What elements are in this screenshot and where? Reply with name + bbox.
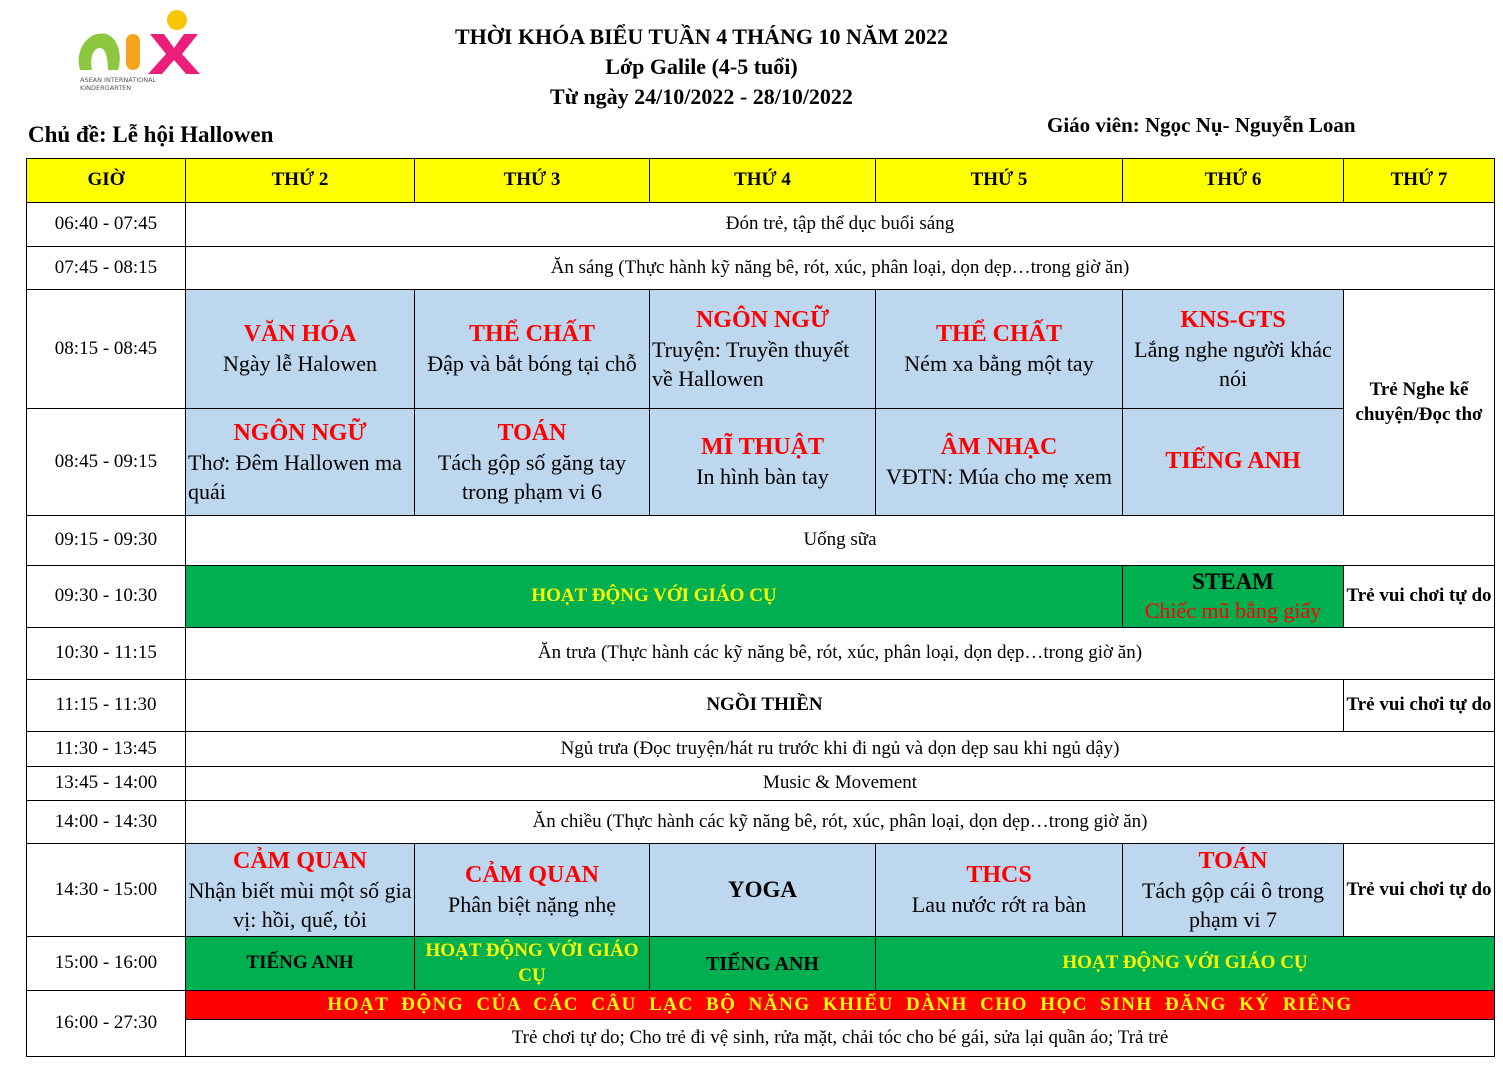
- lesson-cell: [650, 409, 876, 516]
- subject-label: ÂM NHẠC: [940, 434, 1058, 461]
- lesson-cell: [1123, 566, 1344, 628]
- table-row: [27, 628, 1495, 680]
- subject-label: MĨ THUẬT: [701, 434, 824, 461]
- date-range: Từ ngày 24/10/2022 - 28/10/2022: [550, 84, 853, 109]
- col-header-fri: THỨ 6: [1123, 159, 1344, 203]
- subject-label: THỂ CHẤT: [935, 321, 1063, 348]
- subject-label: YOGA: [728, 877, 797, 903]
- lesson-detail: Tách gộp số găng tay trong phạm vi 6: [437, 450, 627, 504]
- activity-cell: Ngủ trưa (Đọc truyện/hát ru trước khi đi ngủ và dọn dẹp sau khi ngủ dậy): [186, 732, 1495, 767]
- table-row: [27, 767, 1495, 801]
- schedule-title: THỜI KHÓA BIỂU TUẦN 4 THÁNG 10 NĂM 2022: [454, 24, 949, 49]
- col-header-wed: THỨ 4: [650, 159, 876, 203]
- lesson-cell: [186, 290, 415, 409]
- activity-cell: Ăn trưa (Thực hành các kỹ năng bê, rót, xúc, phân loại, dọn dẹp…trong giờ ăn): [186, 628, 1495, 680]
- time-cell: 16:00 - 27:30: [27, 991, 186, 1057]
- lesson-detail: Truyện: Truyền thuyết về Hallowen: [652, 337, 850, 391]
- header-row: [27, 159, 1495, 203]
- table-row: [27, 409, 1495, 516]
- lesson-cell: [876, 409, 1123, 516]
- activity-cell: TIẾNG ANH: [186, 937, 415, 991]
- time-cell: 08:45 - 09:15: [27, 409, 186, 516]
- lesson-cell: [876, 290, 1123, 409]
- lesson-detail: Ném xa bằng một tay: [904, 351, 1094, 377]
- svg-text:ASEAN INTERNATIONAL: ASEAN INTERNATIONAL: [80, 76, 157, 84]
- lesson-detail: Nhận biết mùi một số gia vị: hồi, quế, tỏi: [188, 878, 412, 932]
- lesson-cell: [650, 290, 876, 409]
- col-header-thu: THỨ 5: [876, 159, 1123, 203]
- time-cell: 06:40 - 07:45: [27, 203, 186, 247]
- lesson-cell: [876, 844, 1123, 937]
- activity-cell: NGỒI THIỀN: [186, 680, 1344, 732]
- subject-label: THCS: [966, 862, 1032, 889]
- teacher-label: Giáo viên: Ngọc Nụ- Nguyễn Loan: [1047, 113, 1356, 137]
- saturday-activity-cell: Trẻ vui chơi tự do: [1344, 680, 1495, 732]
- subject-label: THỂ CHẤT: [468, 321, 596, 348]
- subject-label: STEAM: [1192, 569, 1274, 595]
- lesson-detail: Thơ: Đêm Hallowen ma quái: [188, 450, 402, 504]
- table-row: [27, 566, 1495, 628]
- lesson-detail: Ngày lễ Halowen: [223, 351, 377, 377]
- lesson-detail: VĐTN: Múa cho mẹ xem: [885, 464, 1113, 490]
- time-cell: 09:30 - 10:30: [27, 566, 186, 628]
- lesson-cell: [1123, 290, 1344, 409]
- col-header-tue: THỨ 3: [415, 159, 650, 203]
- col-header-mon: THỨ 2: [186, 159, 415, 203]
- time-cell: 11:15 - 11:30: [27, 680, 186, 732]
- time-cell: 10:30 - 11:15: [27, 628, 186, 680]
- lesson-detail: Tách gộp cái ô trong phạm vi 7: [1141, 878, 1325, 932]
- activity-cell: Music & Movement: [186, 767, 1495, 801]
- svg-text:KINDERGARTEN: KINDERGARTEN: [80, 84, 132, 92]
- lesson-detail: Chiếc mũ bằng giấy: [1144, 598, 1322, 624]
- subject-label: TOÁN: [1198, 847, 1268, 874]
- lesson-cell: [1123, 409, 1344, 516]
- time-cell: 07:45 - 08:15: [27, 247, 186, 290]
- time-cell: 15:00 - 16:00: [27, 937, 186, 991]
- activity-cell: Ăn sáng (Thực hành kỹ năng bê, rót, xúc, phân loại, dọn dẹp…trong giờ ăn): [186, 247, 1495, 290]
- subject-label: TOÁN: [497, 419, 567, 446]
- lesson-cell: [415, 844, 650, 937]
- lesson-detail: In hình bàn tay: [696, 464, 829, 490]
- table-row: [27, 203, 1495, 247]
- subject-label: CẢM QUAN: [233, 847, 367, 874]
- topic-label: Chủ đề: Lễ hội Hallowen: [28, 122, 274, 147]
- table-row: [27, 1020, 1495, 1057]
- subject-label: VĂN HÓA: [243, 321, 357, 348]
- subject-label: TIẾNG ANH: [1165, 448, 1301, 475]
- time-cell: 11:30 - 13:45: [27, 732, 186, 767]
- activity-cell: Uống sữa: [186, 516, 1495, 566]
- lesson-cell: [650, 844, 876, 937]
- subject-label: KNS-GTS: [1180, 306, 1286, 333]
- subject-label: NGÔN NGỮ: [695, 306, 830, 333]
- saturday-activity-cell: Trẻ vui chơi tự do: [1344, 566, 1495, 628]
- lesson-detail: Đập và bắt bóng tại chỗ: [427, 351, 637, 377]
- lesson-cell: [186, 844, 415, 937]
- activity-cell: HOẠT ĐỘNG VỚI GIÁO CỤ: [186, 566, 1123, 628]
- table-row: [27, 290, 1495, 409]
- lesson-cell: [415, 409, 650, 516]
- table-row: [27, 680, 1495, 732]
- table-row: [27, 732, 1495, 767]
- club-banner: HOẠT ĐỘNG CỦA CÁC CÂU LẠC BỘ NĂNG KHIẾU DÀNH CHO HỌC SINH ĐĂNG KÝ RIÊNG: [186, 991, 1495, 1020]
- saturday-activity-cell: Trẻ Nghe kể chuyện/Đọc thơ: [1344, 290, 1495, 516]
- activity-cell: Trẻ chơi tự do; Cho trẻ đi vệ sinh, rửa mặt, chải tóc cho bé gái, sửa lại quần áo; Trả trẻ: [186, 1020, 1495, 1057]
- class-name: Lớp Galile (4-5 tuổi): [605, 54, 798, 79]
- table-row: [27, 844, 1495, 937]
- table-row: [27, 247, 1495, 290]
- activity-cell: HOẠT ĐỘNG VỚI GIÁO CỤ: [876, 937, 1495, 991]
- activity-cell: TIẾNG ANH: [650, 937, 876, 991]
- subject-label: NGÔN NGỮ: [233, 419, 367, 446]
- lesson-detail: Phân biệt nặng nhẹ: [447, 892, 617, 918]
- time-cell: 08:15 - 08:45: [27, 290, 186, 409]
- col-header-time: GIỜ: [27, 159, 186, 203]
- lesson-detail: Lắng nghe người khác nói: [1134, 337, 1332, 391]
- time-cell: 14:00 - 14:30: [27, 801, 186, 844]
- timetable: [26, 158, 1495, 1057]
- table-row: [27, 991, 1495, 1020]
- activity-cell: Đón trẻ, tập thể dục buổi sáng: [186, 203, 1495, 247]
- time-cell: 13:45 - 14:00: [27, 767, 186, 801]
- table-row: [27, 516, 1495, 566]
- table-row: [27, 801, 1495, 844]
- subject-label: CẢM QUAN: [465, 862, 599, 889]
- time-cell: 09:15 - 09:30: [27, 516, 186, 566]
- activity-cell: HOẠT ĐỘNG VỚI GIÁO CỤ: [415, 937, 650, 991]
- lesson-detail: Lau nước rớt ra bàn: [911, 892, 1087, 918]
- col-header-sat: THỨ 7: [1344, 159, 1495, 203]
- lesson-cell: [415, 290, 650, 409]
- lesson-cell: [1123, 844, 1344, 937]
- saturday-activity-cell: Trẻ vui chơi tự do: [1344, 844, 1495, 937]
- table-row: [27, 937, 1495, 991]
- lesson-cell: [186, 409, 415, 516]
- activity-cell: Ăn chiều (Thực hành các kỹ năng bê, rót, xúc, phân loại, dọn dẹp…trong giờ ăn): [186, 801, 1495, 844]
- time-cell: 14:30 - 15:00: [27, 844, 186, 937]
